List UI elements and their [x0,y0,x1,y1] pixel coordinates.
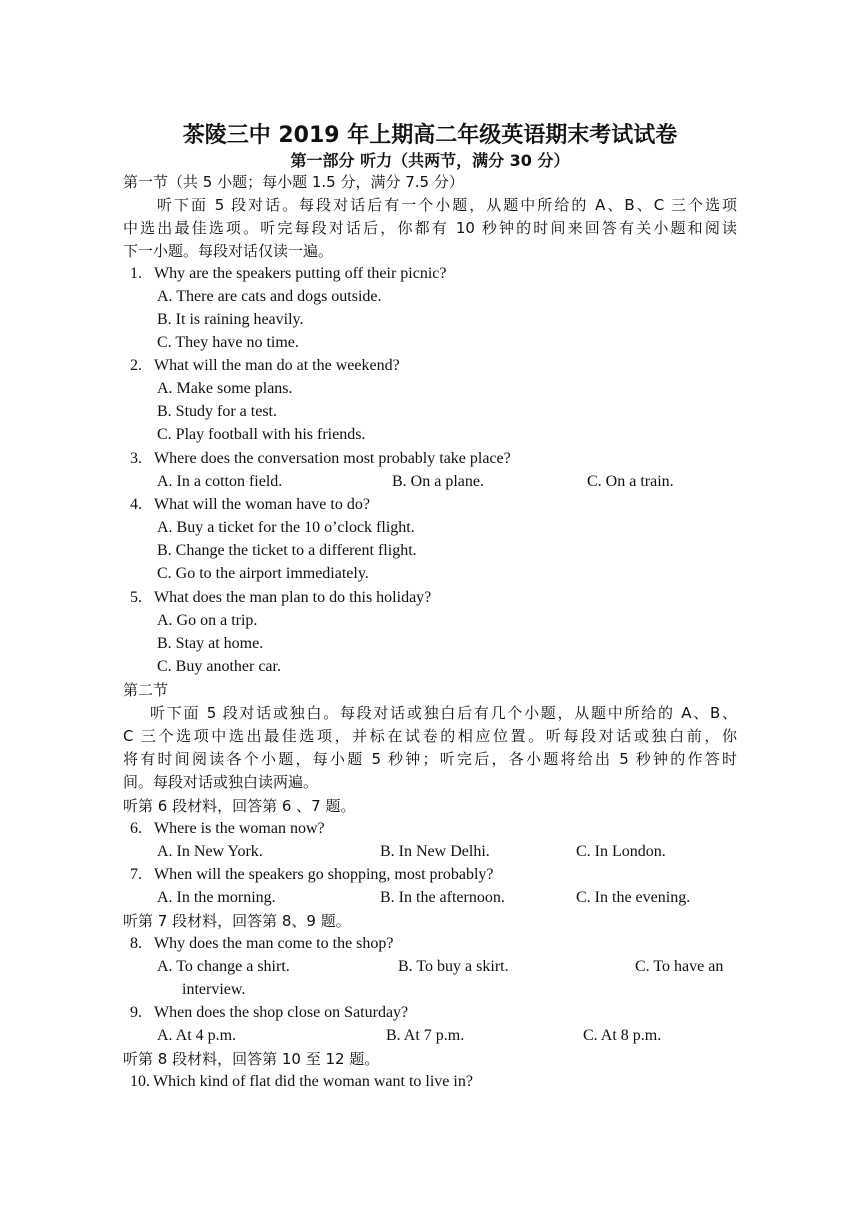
question-text: Where does the conversation most probably take place? [154,450,511,467]
question-number: 8. [130,935,142,952]
section-1-instruction-line: 中选出最佳选项。听完每段对话后，你都有 10 秒钟的时间来回答有关小题和阅读 [123,219,737,237]
option-a: A. In the morning. [157,889,276,906]
question-number: 9. [130,1004,142,1021]
option-b: B. In New Delhi. [380,843,490,860]
option-a: A. In a cotton field. [157,473,283,490]
section-1-heading: 第一节（共 5 小题；每小题 1.5 分，满分 7.5 分） [123,173,464,191]
option-c: C. Play football with his friends. [157,426,366,443]
question-number: 2. [130,357,142,374]
question-text: What will the woman have to do? [154,496,370,513]
section-1-instruction-line: 下一小题。每段对话仅读一遍。 [123,242,334,260]
section-2-instruction-line: C 三个选项中选出最佳选项，并标在试卷的相应位置。听每段对话或独白前，你 [123,727,737,745]
option-a: A. At 4 p.m. [157,1027,237,1044]
option-b: B. On a plane. [392,473,484,490]
option-b: B. It is raining heavily. [157,311,304,328]
option-c: C. In the evening. [576,889,691,906]
page-title: 茶陵三中 2019 年上期高二年级英语期末考试试卷 [182,123,678,148]
question-text: What will the man do at the weekend? [154,357,400,374]
option-b: B. At 7 p.m. [386,1027,465,1044]
question-number: 1. [130,265,142,282]
option-c: C. Go to the airport immediately. [157,565,369,582]
option-c: C. To have an [635,958,724,975]
question-number: 3. [130,450,142,467]
section-2-instruction-line: 将有时间阅读各个小题，每小题 5 秒钟；听完后，各小题将给出 5 秒钟的作答时 [123,750,737,768]
question-text: Why does the man come to the shop? [154,935,394,952]
question-number: 7. [130,866,142,883]
option-b: B. Stay at home. [157,635,264,652]
section-1-instruction-line: 听下面 5 段对话。每段对话后有一个小题，从题中所给的 A、B、C 三个选项 [157,196,737,214]
part-heading: 第一部分 听力（共两节，满分 30 分） [290,151,570,170]
question-text: Why are the speakers putting off their picnic? [154,265,447,282]
option-c-continuation: interview. [182,981,246,998]
option-b: B. Study for a test. [157,403,277,420]
question-text: Which kind of flat did the woman want to live in? [153,1073,473,1090]
option-a: A. In New York. [157,843,263,860]
question-text: When will the speakers go shopping, most probably? [154,866,494,883]
option-c: C. They have no time. [157,334,299,351]
material-note: 听第 7 段材料，回答第 8、9 题。 [123,912,351,930]
section-2-instruction-line: 间。每段对话或独白读两遍。 [123,773,319,791]
question-text: What does the man plan to do this holiday? [154,589,432,606]
option-b: B. To buy a skirt. [398,958,509,975]
option-b: B. In the afternoon. [380,889,505,906]
option-a: A. Make some plans. [157,380,293,397]
section-2-instruction-line: 听下面 5 段对话或独白。每段对话或独白后有几个小题，从题中所给的 A、B、 [150,704,737,722]
option-c: C. At 8 p.m. [583,1027,662,1044]
material-note: 听第 8 段材料，回答第 10 至 12 题。 [123,1050,380,1068]
question-number: 6. [130,820,142,837]
option-a: A. To change a shirt. [157,958,290,975]
option-a: A. Go on a trip. [157,612,258,629]
option-c: C. Buy another car. [157,658,281,675]
material-note: 听第 6 段材料，回答第 6 、7 题。 [123,797,356,815]
section-2-heading: 第二节 [123,681,169,699]
option-c: C. On a train. [587,473,674,490]
question-number: 5. [130,589,142,606]
option-a: A. There are cats and dogs outside. [157,288,382,305]
question-number: 10. [130,1073,150,1090]
option-b: B. Change the ticket to a different flight. [157,542,417,559]
question-number: 4. [130,496,142,513]
question-text: When does the shop close on Saturday? [154,1004,409,1021]
option-a: A. Buy a ticket for the 10 o’clock flight. [157,519,415,536]
option-c: C. In London. [576,843,666,860]
question-text: Where is the woman now? [154,820,325,837]
